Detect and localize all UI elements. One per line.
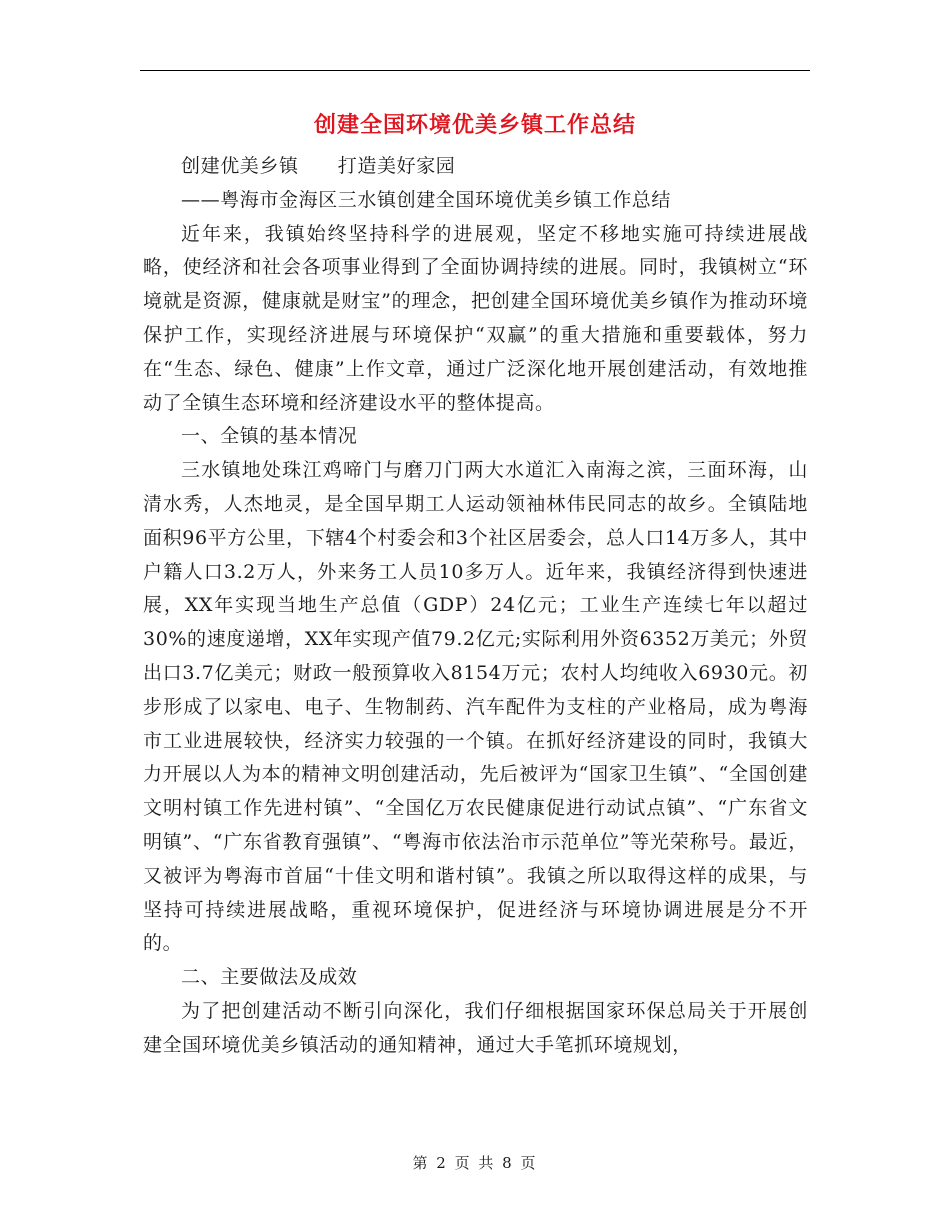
section-heading-main-measures: 二、主要做法及成效 [181, 966, 358, 989]
paragraph-main-measures: 为了把创建活动不断引向深化，我们仔细根据国家环保总局关于开展创建全国环境优美乡镇活动的通知精神，通过大手笔抓环境规划， [143, 999, 808, 1056]
paragraph-intro: 近年来，我镇始终坚持科学的进展观，坚定不移地实施可持续进展战略，使经济和社会各项事业得到了全面协调持续的进展。同时，我镇树立“环境就是资源，健康就是财宝”的理念，把创建全国环境优美乡镇作为推动环境保护工作，实现经济进展与环境保护“双赢”的重大措施和重要载体，努力在“生态、绿色、健康”上作文章，通过广泛深化地开展创建活动，有效地推动了全镇生态环境和经济建设水平的整体提高。 [143, 222, 808, 414]
section-heading-basic-situation: 一、全镇的基本情况 [181, 425, 358, 448]
subtitle-line: 创建优美乡镇 打造美好家园 [181, 155, 456, 177]
header-rule [140, 70, 810, 71]
byline: ——粤海市金海区三水镇创建全国环境优美乡镇工作总结 [181, 188, 672, 211]
document-body [143, 150, 808, 1063]
paragraph-basic-situation: 三水镇地处珠江鸡啼门与磨刀门两大水道汇入南海之滨，三面环海，山清水秀，人杰地灵，是全国早期工人运动领袖林伟民同志的故乡。全镇陆地面积96平方公里，下辖4个村委会和3个社区居委会，总人口14万多人，其中户籍人口3.2万人，外来务工人员10多万人。近年来，我镇经济得到快速进展，XX年实现当地生产总值（GDP）24亿元；工业生产连续七年以超过30%的速度递增，XX年实现产值79.2亿元;实际利用外资6352万美元；外贸出口3.7亿美元；财政一般预算收入8154万元；农村人均纯收入6930元。初步形成了以家电、电子、生物制药、汽车配件为支柱的产业格局，成为粤海市工业进展较快，经济实力较强的一个镇。在抓好经济建设的同时，我镇大力开展以人为本的精神文明创建活动，先后被评为“国家卫生镇”、“全国创建文明村镇工作先进村镇”、“全国亿万农民健康促进行动试点镇”、“广东省文明镇”、“广东省教育强镇”、“粤海市依法治市示范单位”等光荣称号。最近，又被评为粤海市首届“十佳文明和谐村镇”。我镇之所以取得这样的成果，与坚持可持续进展战略，重视环境保护，促进经济与环境协调进展是分不开的。 [143, 459, 808, 955]
page-footer: 第 2 页 共 8 页 [412, 1154, 538, 1172]
document-title: 创建全国环境优美乡镇工作总结 [313, 112, 636, 138]
